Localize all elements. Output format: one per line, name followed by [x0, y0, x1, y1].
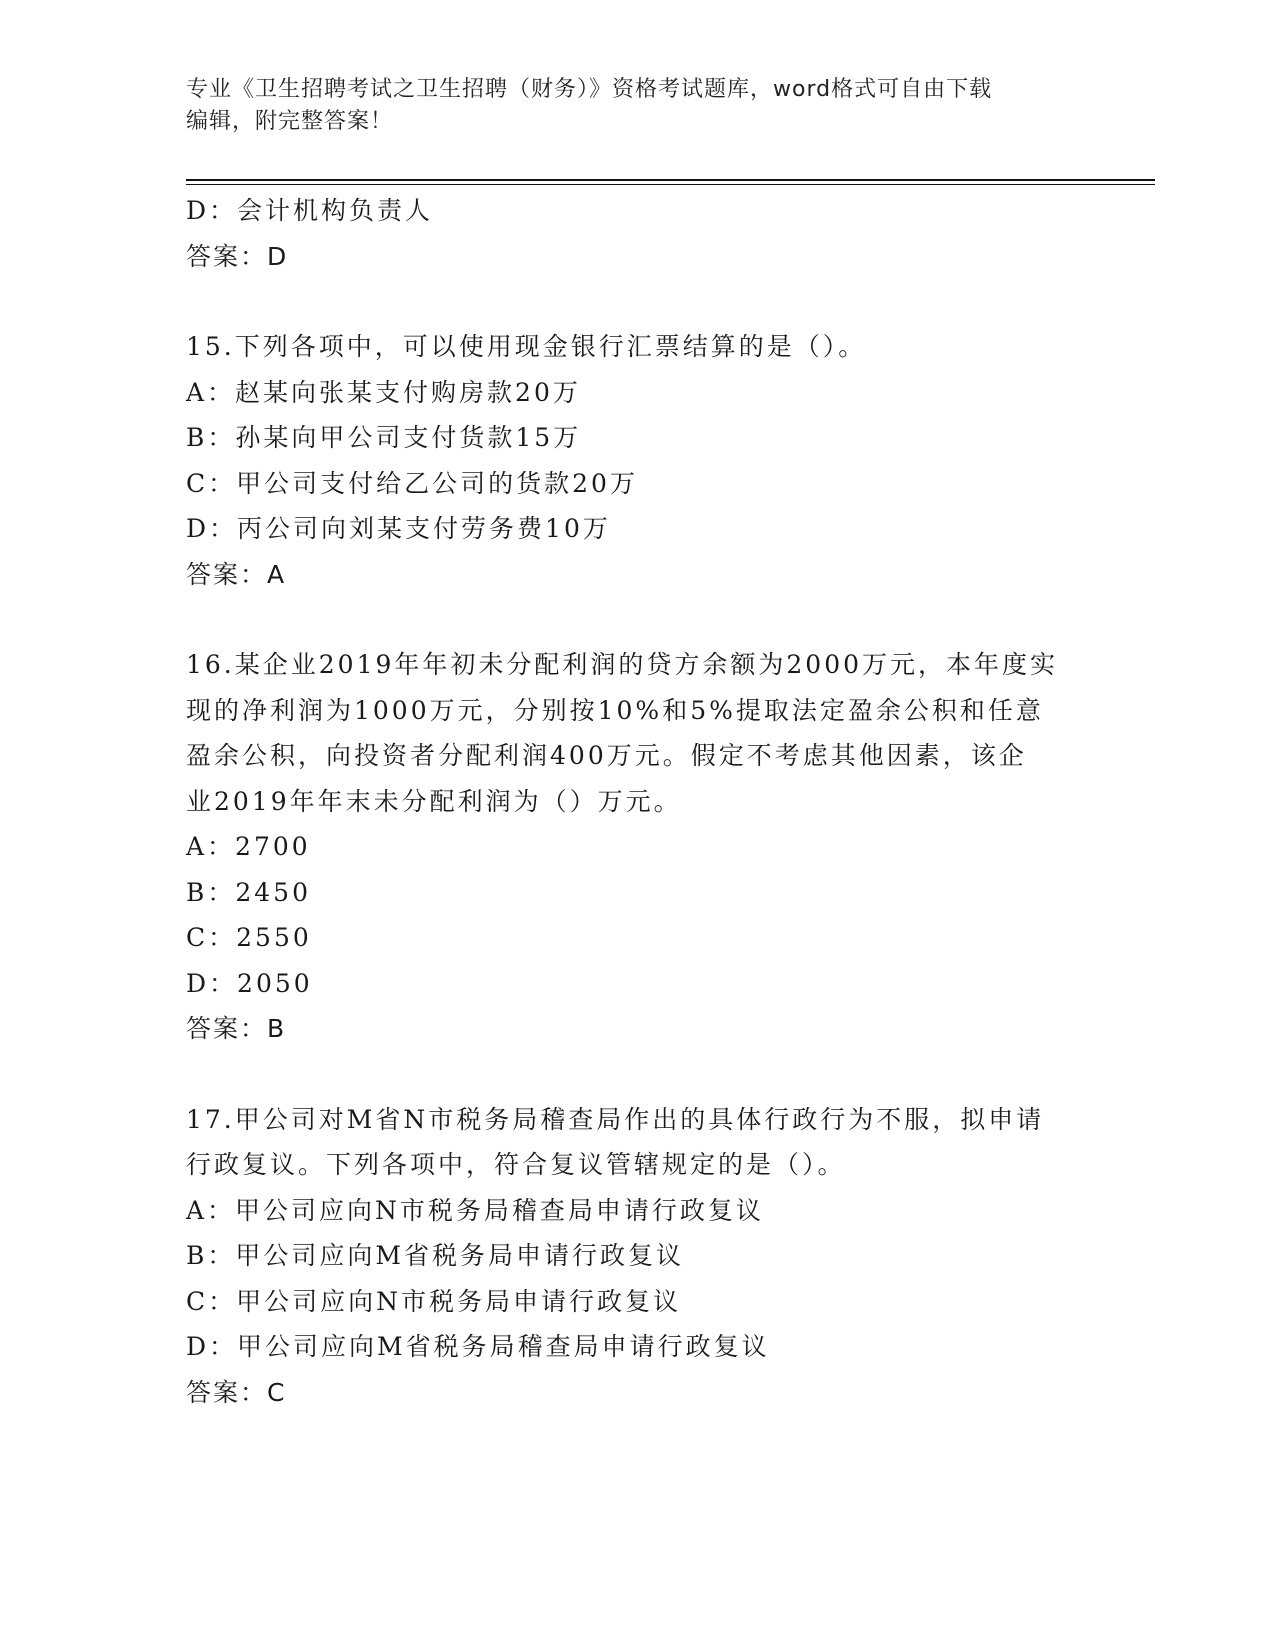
- document-header: [186, 74, 1086, 138]
- option-a: A：2700: [186, 832, 311, 861]
- question-stem-line-1: 16.某企业2019年年初未分配利润的贷方余额为2000万元，本年度实: [186, 650, 1059, 679]
- question-14-fragment: [186, 188, 1086, 279]
- answer-line: 答案：C: [186, 1377, 287, 1407]
- option-c: C：2550: [186, 923, 312, 952]
- option-d: D：2050: [186, 968, 313, 998]
- option-c: C：甲公司应向N市税务局申请行政复议: [186, 1286, 682, 1316]
- option-d: D：丙公司向刘某支付劳务费10万: [186, 514, 611, 543]
- option-b: B：2450: [186, 877, 311, 907]
- header-line-2: 编辑，附完整答案！: [186, 109, 394, 134]
- answer-line: 答案：D: [186, 241, 289, 271]
- option-a: A：赵某向张某支付购房款20万: [186, 377, 581, 407]
- header-divider-thin: [186, 184, 1155, 185]
- question-stem-line-4: 业2019年年末未分配利润为（）万元。: [186, 786, 682, 816]
- question-15: [186, 324, 1086, 597]
- header-line-1: 专业《卫生招聘考试之卫生招聘（财务）》资格考试题库，word格式可自由下载: [186, 77, 993, 102]
- question-stem-line-2: 现的净利润为1000万元，分别按10%和5%提取法定盈余公积和任意: [186, 695, 1044, 725]
- answer-line: 答案：A: [186, 559, 287, 589]
- question-stem: 15.下列各项中，可以使用现金银行汇票结算的是（）。: [186, 332, 867, 361]
- option-d: D：会计机构负责人: [186, 196, 434, 225]
- question-stem-line-3: 盈余公积，向投资者分配利润400万元。假定不考虑其他因素，该企: [186, 741, 1027, 770]
- question-17: [186, 1097, 1086, 1416]
- option-a: A：甲公司应向N市税务局稽查局申请行政复议: [186, 1195, 764, 1225]
- option-b: B：孙某向甲公司支付货款15万: [186, 423, 582, 452]
- question-list: [186, 188, 1086, 1415]
- option-b: B：甲公司应向M省税务局申请行政复议: [186, 1241, 684, 1270]
- option-d: D：甲公司应向M省税务局稽查局申请行政复议: [186, 1332, 770, 1361]
- question-stem-line-1: 17.甲公司对M省N市税务局稽查局作出的具体行政行为不服，拟申请: [186, 1104, 1045, 1134]
- answer-line: 答案：B: [186, 1014, 287, 1043]
- question-16: [186, 642, 1086, 1052]
- option-c: C：甲公司支付给乙公司的货款20万: [186, 468, 638, 498]
- question-stem-line-2: 行政复议。下列各项中，符合复议管辖规定的是（）。: [186, 1150, 846, 1179]
- header-divider-thick: [186, 179, 1155, 181]
